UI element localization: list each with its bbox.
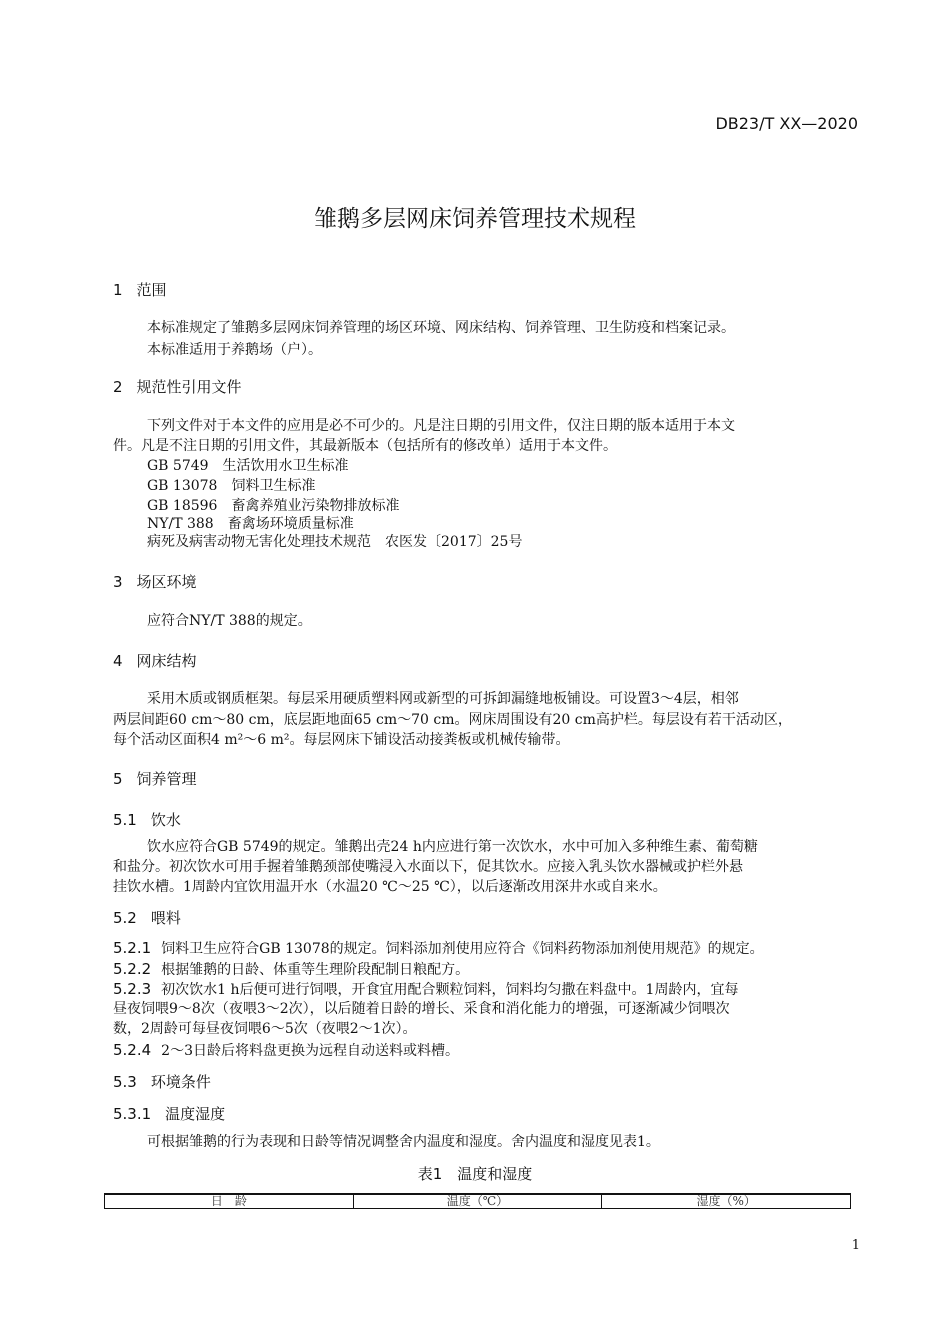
subsection-5-3-1-paragraph: 可根据雏鹅的行为表现和日龄等情况调整舍内温度和湿度。舍内温度和湿度见表1。 (147, 1134, 660, 1150)
section-4-title: 网床结构 (136, 652, 197, 670)
clause-5-2-1 (113, 937, 764, 960)
section-5-number: 5 (113, 770, 123, 788)
section-3-paragraph: 应符合NY/T 388的规定。 (147, 613, 312, 629)
subsection-5-3-title: 环境条件 (150, 1073, 211, 1091)
section-2-paragraph-line-2: 件。凡是不注日期的引用文件，其最新版本（包括所有的修改单）适用于本文件。 (113, 438, 617, 454)
subsection-5-2-heading (113, 907, 181, 928)
clause-5-2-1-text: 饲料卫生应符合GB 13078的规定。饲料添加剂使用应符合《饲料药物添加剂使用规范》的规定。 (161, 941, 764, 957)
section-2-number: 2 (113, 378, 123, 396)
section-3-heading (113, 571, 197, 592)
table-header-cell: 温度（℃） (353, 1195, 602, 1208)
subsection-5-1-line-1: 饮水应符合GB 5749的规定。雏鹅出壳24 h内应进行第一次饮水，水中可加入多种维生素、葡萄糖 (147, 839, 758, 855)
document-number: DB23/T XX—2020 (715, 114, 858, 133)
section-2-paragraph-line-1: 下列文件对于本文件的应用是必不可少的。凡是注日期的引用文件，仅注日期的版本适用于本文 (147, 418, 735, 434)
reference-item: NY/T 388 畜禽场环境质量标准 (147, 516, 354, 532)
section-4-number: 4 (113, 652, 123, 670)
section-5-heading (113, 768, 197, 789)
clause-5-2-4-text: 2～3日龄后将料盘更换为远程自动送料或料槽。 (161, 1043, 459, 1059)
table-header-cell: 日 龄 (210, 1194, 247, 1208)
subsection-5-3-1-number: 5.3.1 (113, 1105, 152, 1123)
temperature-humidity-table (104, 1193, 851, 1209)
table-caption: 表1 温度和湿度 (417, 1165, 533, 1183)
clause-5-2-4 (113, 1039, 459, 1062)
section-1-heading (113, 279, 167, 300)
subsection-5-1-title: 饮水 (150, 811, 181, 829)
section-3-number: 3 (113, 573, 123, 591)
section-1-title: 范围 (136, 281, 167, 299)
subsection-5-3-heading (113, 1071, 211, 1092)
section-1-paragraph-2: 本标准适用于养鹅场（户）。 (147, 342, 322, 358)
section-4-line-1: 采用木质或钢质框架。每层采用硬质塑料网或新型的可拆卸漏缝地板铺设。可设置3～4层，相邻 (147, 691, 739, 707)
subsection-5-1-number: 5.1 (113, 811, 137, 829)
subsection-5-1-line-2: 和盐分。初次饮水可用手握着雏鹅颈部使嘴浸入水面以下，促其饮水。应接入乳头饮水器械或护栏外悬 (113, 859, 743, 875)
table-header-cell: 湿度（%） (601, 1195, 850, 1208)
section-2-heading (113, 376, 242, 397)
subsection-5-1-line-3: 挂饮水槽。1周龄内宜饮用温开水（水温20 ℃～25 ℃），以后逐渐改用深井水或自来水。 (113, 879, 667, 895)
reference-item: 病死及病害动物无害化处理技术规范 农医发〔2017〕25号 (147, 534, 523, 550)
section-1-number: 1 (113, 281, 123, 299)
reference-item: GB 13078 饲料卫生标准 (147, 478, 316, 494)
section-5-title: 饲养管理 (136, 770, 197, 788)
clause-5-2-3-text: 初次饮水1 h后便可进行饲喂，开食宜用配合颗粒饲料，饲料均匀撒在料盘中。1周龄内，宜每 (161, 982, 739, 998)
section-2-title: 规范性引用文件 (136, 378, 242, 396)
clause-5-2-2-number: 5.2.2 (113, 960, 152, 978)
subsection-5-3-1-heading (113, 1103, 225, 1124)
clause-5-2-1-number: 5.2.1 (113, 939, 152, 957)
clause-5-2-2-text: 根据雏鹅的日龄、体重等生理阶段配制日粮配方。 (161, 962, 470, 978)
subsection-5-3-1-title: 温度湿度 (165, 1105, 226, 1123)
clause-5-2-3-line-2: 昼夜饲喂9～8次（夜喂3～2次），以后随着日龄的增长、采食和消化能力的增强，可逐渐减少饲喂次 (113, 1001, 730, 1017)
section-4-heading (113, 650, 197, 671)
page-title: 雏鹅多层网床饲养管理技术规程 (314, 206, 636, 232)
subsection-5-3-number: 5.3 (113, 1073, 137, 1091)
clause-5-2-4-number: 5.2.4 (113, 1041, 152, 1059)
clause-5-2-3-number: 5.2.3 (113, 980, 152, 998)
clause-5-2-3-line-3: 数，2周龄可每昼夜饲喂6～5次（夜喂2～1次）。 (113, 1021, 417, 1037)
reference-item: GB 18596 畜禽养殖业污染物排放标准 (147, 498, 400, 514)
section-4-line-3: 每个活动区面积4 m²～6 m²。每层网床下铺设活动接粪板或机械传输带。 (113, 732, 570, 748)
section-3-title: 场区环境 (136, 573, 197, 591)
section-4-line-2: 两层间距60 cm～80 cm，底层距地面65 cm～70 cm。网床周围设有20 cm高护栏。每层设有若干活动区， (113, 712, 792, 728)
subsection-5-2-title: 喂料 (150, 909, 181, 927)
subsection-5-1-heading (113, 809, 181, 830)
section-1-paragraph-1: 本标准规定了雏鹅多层网床饲养管理的场区环境、网床结构、饲养管理、卫生防疫和档案记录。 (147, 320, 735, 336)
reference-item: GB 5749 生活饮用水卫生标准 (147, 458, 349, 474)
subsection-5-2-number: 5.2 (113, 909, 137, 927)
page-number: 1 (851, 1238, 860, 1253)
